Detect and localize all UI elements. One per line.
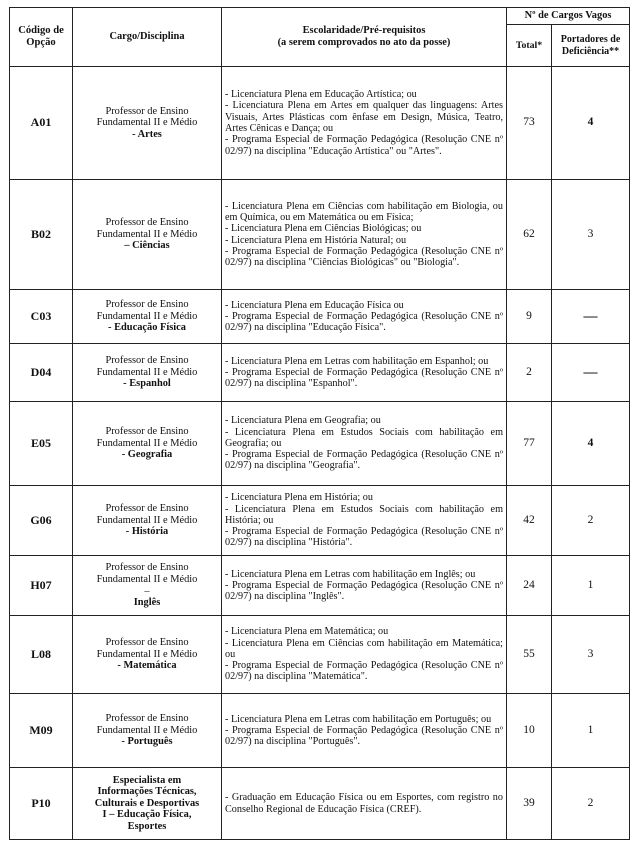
requisitos-cell (222, 180, 507, 290)
disciplina-label: - Educação Física (108, 322, 186, 334)
cargo-line: Fundamental II e Médio (96, 724, 198, 736)
cargo-line: Informações Técnicas, (97, 786, 197, 798)
table-row (10, 180, 630, 290)
codigo-cell: C03 (10, 290, 73, 344)
codigo-cell: M09 (10, 694, 73, 768)
total-cell: 2 (507, 344, 552, 402)
cargo-line: Fundamental II e Médio (96, 310, 198, 322)
requisitos-cell (222, 694, 507, 768)
disciplina-label: - Artes (132, 128, 162, 140)
pcd-cell: 4 (552, 402, 630, 486)
total-cell: 42 (507, 486, 552, 556)
cargo-line: Professor de Ensino (105, 637, 189, 649)
requisito-item: - Licenciatura Plena em Educação Artística; ou (225, 89, 417, 101)
pcd-cell: 1 (552, 556, 630, 616)
table-row (10, 402, 630, 486)
cargo-cell (73, 486, 222, 556)
table-row (10, 344, 630, 402)
requisito-item: - Programa Especial de Formação Pedagógica (Resolução CNE nº 02/97) na disciplina "Matemática". (225, 660, 503, 683)
requisito-item: - Licenciatura Plena em Ciências com habilitação em Matemática; ou (225, 637, 503, 660)
total-cell: 77 (507, 402, 552, 486)
total-cell: 39 (507, 768, 552, 840)
pcd-cell: — (552, 290, 630, 344)
disciplina-label: - Matemática (117, 660, 177, 672)
requisito-item: - Licenciatura Plena em Educação Física ou (225, 299, 404, 311)
cargo-cell (73, 616, 222, 694)
cargo-line: Fundamental II e Médio (96, 648, 198, 660)
cargo-line: Professor de Ensino (105, 299, 189, 311)
total-cell: 73 (507, 67, 552, 180)
codigo-cell: E05 (10, 402, 73, 486)
header-escolaridade-line1: Escolaridade/Pré-requisitos (302, 25, 426, 37)
requisito-item: - Licenciatura Plena em Ciências Biológicas; ou (225, 223, 422, 235)
header-portadores: Portadores de Deficiência** (552, 25, 630, 67)
cargo-line: Professor de Ensino (105, 105, 189, 117)
header-vagas-group: Nº de Cargos Vagos (507, 8, 630, 25)
pcd-cell: 1 (552, 694, 630, 768)
cargo-cell (73, 768, 222, 840)
codigo-cell: G06 (10, 486, 73, 556)
table-row (10, 694, 630, 768)
requisito-item: - Programa Especial de Formação Pedagógica (Resolução CNE nº 02/97) na disciplina "História". (225, 526, 503, 549)
total-cell: 9 (507, 290, 552, 344)
cargo-line: Especialista em (112, 774, 182, 786)
table-row (10, 67, 630, 180)
total-cell: 55 (507, 616, 552, 694)
codigo-cell: P10 (10, 768, 73, 840)
disciplina-label: - Português (121, 736, 173, 748)
requisito-item: - Licenciatura Plena em História Natural; ou (225, 234, 407, 246)
disciplina-label: - Geografia (121, 449, 173, 461)
header-escolaridade (222, 8, 507, 67)
total-cell: 62 (507, 180, 552, 290)
requisitos-cell (222, 344, 507, 402)
cargo-line: Fundamental II e Médio (96, 573, 198, 585)
requisitos-cell (222, 290, 507, 344)
requisito-item: - Programa Especial de Formação Pedagógica (Resolução CNE nº 02/97) na disciplina "Português". (225, 724, 503, 748)
requisito-item: - Licenciatura Plena em Geografia; ou (225, 415, 381, 427)
cargo-line: Professor de Ensino (105, 426, 189, 438)
cargo-cell (73, 67, 222, 180)
header-codigo: Código de Opção (10, 8, 73, 67)
cargo-line: Professor de Ensino (105, 713, 189, 725)
cargo-line: Fundamental II e Médio (96, 514, 198, 526)
disciplina-label: Inglês (133, 597, 161, 609)
requisito-item: - Licenciatura Plena em Letras com habilitação em Inglês; ou (225, 568, 476, 580)
requisito-item: - Programa Especial de Formação Pedagógica (Resolução CNE nº 02/97) na disciplina "Espanhol". (225, 366, 503, 390)
cargo-line: Professor de Ensino (105, 217, 189, 229)
table-row (10, 290, 630, 344)
requisito-item: - Licenciatura Plena em Letras com habilitação em Português; ou (225, 713, 492, 725)
cargo-cell (73, 694, 222, 768)
cargo-line: Fundamental II e Médio (96, 366, 198, 378)
requisito-item: - Programa Especial de Formação Pedagógica (Resolução CNE nº 02/97) na disciplina "Inglês". (225, 579, 503, 603)
pcd-cell: 2 (552, 486, 630, 556)
requisito-item: - Licenciatura Plena em História; ou (225, 492, 373, 504)
cargo-line: Esportes (127, 820, 167, 832)
total-cell: 10 (507, 694, 552, 768)
header-escolaridade-line2: (a serem comprovados no ato da posse) (277, 37, 451, 48)
cargo-cell (73, 402, 222, 486)
disciplina-label: – Ciências (124, 240, 170, 252)
cargo-line: Professor de Ensino (105, 355, 189, 367)
requisito-item: - Licenciatura Plena em Estudos Sociais com habilitação em História; ou (225, 503, 503, 526)
cargo-cell (73, 556, 222, 616)
requisitos-cell (222, 556, 507, 616)
requisito-item: - Graduação em Educação Física ou em Esportes, com registro no Conselho Regional de Educação Física (CREF). (225, 792, 503, 815)
cargo-line: I – Educação Física, (102, 809, 192, 821)
cargo-line: Professor de Ensino (105, 503, 189, 515)
requisito-item: - Licenciatura Plena em Ciências com habilitação em Biologia, ou em Química, ou em Matemática ou em Física; (225, 200, 503, 223)
vagas-table (9, 7, 630, 840)
header-cargo: Cargo/Disciplina (73, 8, 222, 67)
disciplina-label: - História (125, 526, 169, 538)
requisitos-cell (222, 616, 507, 694)
pcd-cell: 3 (552, 616, 630, 694)
cargo-line: Culturais e Desportivas (94, 797, 200, 809)
pcd-cell: 4 (552, 67, 630, 180)
cargo-line: Fundamental II e Médio (96, 117, 198, 129)
total-cell: 24 (507, 556, 552, 616)
cargo-cell (73, 344, 222, 402)
pcd-cell: — (552, 344, 630, 402)
requisito-item: - Licenciatura Plena em Letras com habilitação em Espanhol; ou (225, 355, 489, 367)
requisitos-cell (222, 67, 507, 180)
codigo-cell: H07 (10, 556, 73, 616)
cargo-line: Fundamental II e Médio (96, 228, 198, 240)
requisito-item: - Licenciatura Plena em Estudos Sociais com habilitação em Geografia; ou (225, 426, 503, 449)
requisito-item: - Programa Especial de Formação Pedagógica (Resolução CNE nº 02/97) na disciplina "Educação Física". (225, 310, 503, 334)
header-total: Total* (507, 25, 552, 67)
requisito-item: - Programa Especial de Formação Pedagógica (Resolução CNE nº 02/97) na disciplina "Educação Artística" ou "Artes". (225, 134, 503, 157)
requisito-item: - Licenciatura Plena em Artes em qualquer das linguagens: Artes Visuais, Artes Plásticas com ênfase em Design, Música, Teatro, Artes Cênicas e Dança; ou (225, 100, 503, 134)
requisitos-cell (222, 402, 507, 486)
cargo-cell (73, 180, 222, 290)
requisito-item: - Programa Especial de Formação Pedagógica (Resolução CNE nº 02/97) na disciplina "Ciências Biológicas" ou "Biologia". (225, 245, 503, 269)
cargo-line: – (144, 585, 150, 597)
table-row (10, 486, 630, 556)
codigo-cell: B02 (10, 180, 73, 290)
codigo-cell: D04 (10, 344, 73, 402)
cargo-line: Professor de Ensino (105, 562, 189, 574)
codigo-cell: A01 (10, 67, 73, 180)
disciplina-label: - Espanhol (123, 378, 171, 390)
table-row (10, 616, 630, 694)
requisito-item: - Licenciatura Plena em Matemática; ou (225, 626, 389, 638)
cargo-line: Fundamental II e Médio (96, 437, 198, 449)
requisitos-cell (222, 768, 507, 840)
requisito-item: - Programa Especial de Formação Pedagógica (Resolução CNE nº 02/97) na disciplina "Geografia". (225, 449, 503, 472)
requisitos-cell (222, 486, 507, 556)
cargo-cell (73, 290, 222, 344)
codigo-cell: L08 (10, 616, 73, 694)
table-row (10, 768, 630, 840)
pcd-cell: 2 (552, 768, 630, 840)
table-row (10, 556, 630, 616)
pcd-cell: 3 (552, 180, 630, 290)
